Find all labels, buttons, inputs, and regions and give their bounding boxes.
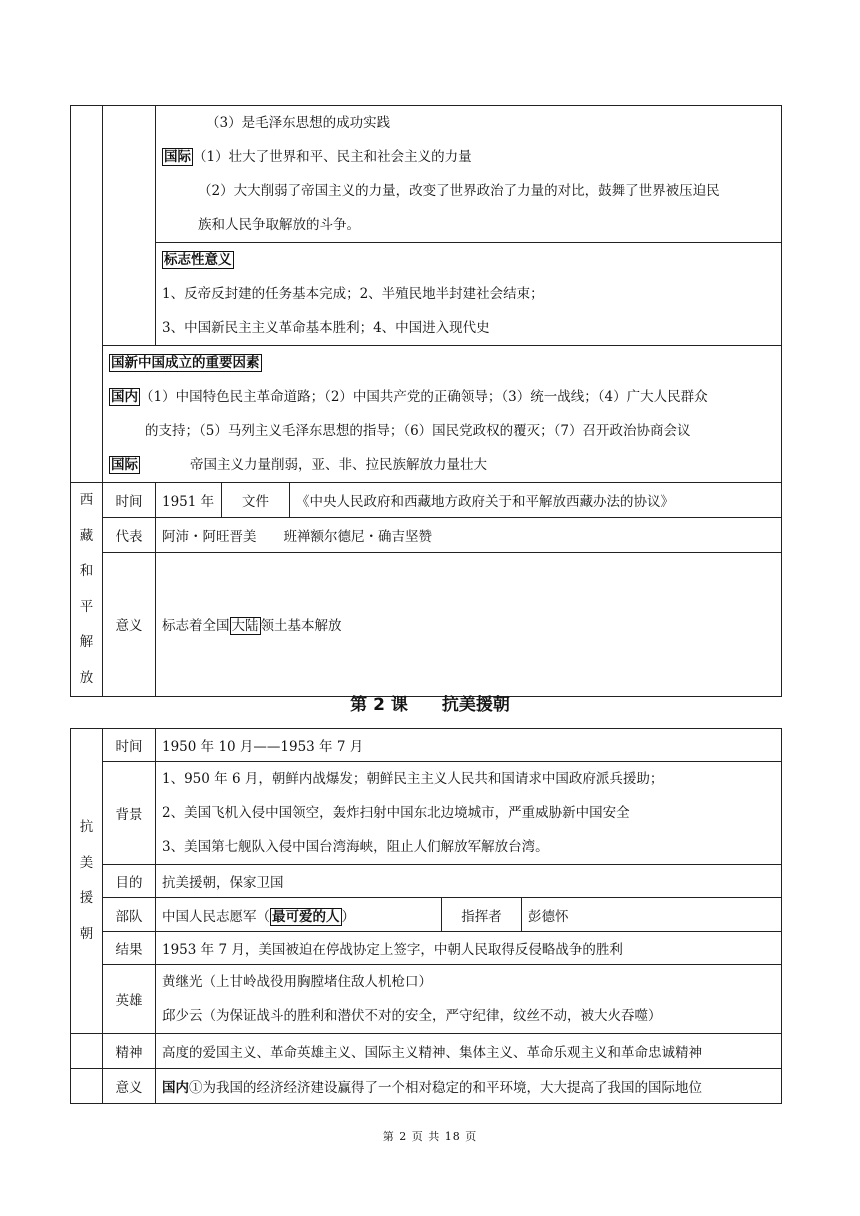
text-line: 3、中国新民主主义革命基本胜利；4、中国进入现代史 bbox=[162, 320, 490, 336]
lesson-title: 第 2 课 抗美援朝 bbox=[350, 695, 510, 715]
blank-label-cell bbox=[103, 106, 156, 346]
international-significance-cell bbox=[156, 106, 782, 243]
text-line: 1、950 年 6 月，朝鲜内战爆发；朝鲜民主主义人民共和国请求中国政府派兵援助； bbox=[162, 771, 664, 787]
text-line: 帝国主义力量削弱，亚、非、拉民族解放力量壮大 bbox=[190, 457, 487, 473]
tag-domestic: 国内 bbox=[111, 389, 138, 405]
label-result: 结果 bbox=[103, 932, 156, 965]
text-line: （2）大大削弱了帝国主义的力量，改变了世界政治了力量的对比，鼓舞了世界被压迫民 bbox=[198, 183, 720, 199]
value-heroes bbox=[156, 965, 782, 1034]
label-heroes: 英雄 bbox=[103, 965, 156, 1034]
blank-left-cell bbox=[71, 1034, 103, 1069]
text-line: 1、反帝反封建的任务基本完成；2、半殖民地半封建社会结束； bbox=[162, 286, 544, 302]
text-line: 邱少云（为保证战斗的胜利和潜伏不对的安全，严守纪律，纹丝不动，被大火吞噬） bbox=[162, 1008, 662, 1024]
tag-loveliest: 最可爱的人 bbox=[272, 908, 340, 925]
value-time: 1950 年 10 月——1953 年 7 月 bbox=[156, 729, 782, 762]
label-time: 时间 bbox=[103, 729, 156, 762]
landmark-significance-cell bbox=[156, 243, 782, 346]
text-line: （3）是毛泽东思想的成功实践 bbox=[206, 115, 391, 131]
value-spirit: 高度的爱国主义、革命英雄主义、国际主义精神、集体主义、革命乐观主义和革命忠诚精神 bbox=[156, 1034, 782, 1069]
text-line: 3、美国第七舰队入侵中国台湾海峡，阻止人们解放军解放台湾。 bbox=[162, 839, 549, 855]
text-line: （1）中国特色民主革命道路；（2）中国共产党的正确领导；（3）统一战线；（4）广大人民群众 bbox=[140, 389, 708, 405]
tag-mainland: 大陆 bbox=[231, 618, 259, 635]
value-army: 中国人民志愿军（ 最可爱的人 ） bbox=[156, 898, 442, 932]
blank-left-cell bbox=[71, 106, 103, 483]
label-document: 文件 bbox=[222, 483, 290, 518]
tag-landmark: 标志性意义 bbox=[164, 252, 232, 268]
value-meaning: 国内①为我国的经济经济建设赢得了一个相对稳定的和平环境，大大提高了我国的国际地位 bbox=[156, 1069, 782, 1104]
blank-left-cell bbox=[71, 1069, 103, 1104]
tibet-side-label: 西 藏 和 平 解 放 bbox=[71, 483, 103, 697]
text-line: 族和人民争取解放的斗争。 bbox=[198, 217, 360, 233]
tag-international: 国际 bbox=[164, 149, 191, 165]
label-time: 时间 bbox=[103, 483, 156, 518]
page-footer: 第 2 页 共 18 页 bbox=[382, 1130, 478, 1143]
label-goal: 目的 bbox=[103, 865, 156, 898]
tag-international-2: 国际 bbox=[111, 457, 138, 473]
label-significance: 意义 bbox=[103, 552, 156, 696]
label-commander: 指挥者 bbox=[442, 898, 522, 932]
label-spirit: 精神 bbox=[103, 1034, 156, 1069]
text-line: 黄继光（上甘岭战役用胸膛堵住敌人机枪口） bbox=[162, 974, 432, 990]
value-result: 1953 年 7 月，美国被迫在停战协定上签字，中朝人民取得反侵略战争的胜利 bbox=[156, 932, 782, 965]
text-line: 的支持；（5）马列主义毛泽东思想的指导；（6）国民党政权的覆灭；（7）召开政治协商会议 bbox=[145, 423, 691, 439]
value-significance: 标志着全国 大陆 领土基本解放 bbox=[156, 552, 782, 696]
value-document: 《中央人民政府和西藏地方政府关于和平解放西藏办法的协议》 bbox=[290, 483, 782, 518]
value-commander: 彭德怀 bbox=[522, 898, 782, 932]
text-line: （1）壮大了世界和平、民主和社会主义的力量 bbox=[193, 149, 472, 165]
text-line: 2、美国飞机入侵中国领空，轰炸扫射中国东北边境城市，严重威胁新中国安全 bbox=[162, 805, 630, 821]
table-founding-significance bbox=[70, 105, 782, 697]
label-representatives: 代表 bbox=[103, 517, 156, 552]
value-goal: 抗美援朝，保家卫国 bbox=[156, 865, 782, 898]
value-representatives: 阿沛・阿旺晋美 班禅额尔德尼・确吉坚赞 bbox=[156, 517, 782, 552]
korean-war-side-label: 抗 美 援 朝 bbox=[71, 729, 103, 1034]
founding-factors-cell bbox=[103, 346, 782, 483]
value-time: 1951 年 bbox=[156, 483, 222, 518]
tag-domestic: 国内 bbox=[162, 1080, 189, 1096]
label-meaning: 意义 bbox=[103, 1069, 156, 1104]
tag-factors: 国新中国成立的重要因素 bbox=[111, 355, 260, 371]
table-korean-war bbox=[70, 728, 782, 1104]
label-background: 背景 bbox=[103, 762, 156, 865]
value-background bbox=[156, 762, 782, 865]
label-army: 部队 bbox=[103, 898, 156, 932]
